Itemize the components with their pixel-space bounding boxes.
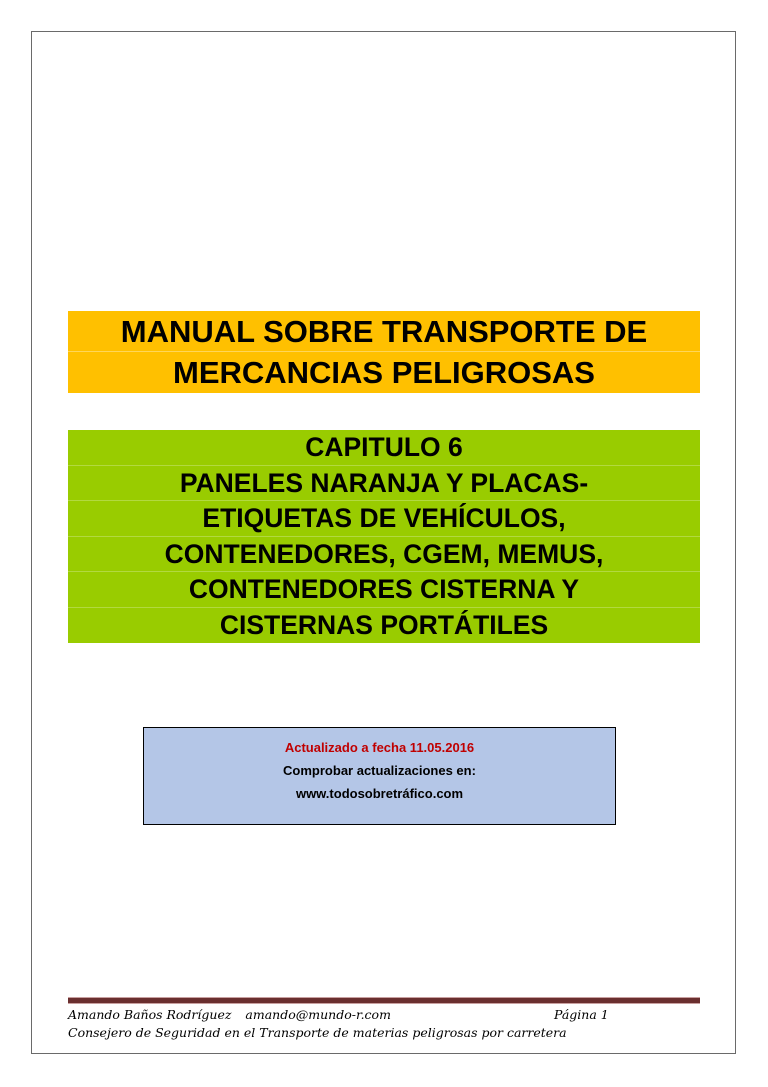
chapter-title-line-4: CONTENEDORES CISTERNA Y — [68, 572, 700, 608]
chapter-title-block — [68, 430, 700, 643]
update-url-link[interactable]: www.todosobretráfico.com — [295, 786, 464, 801]
footer-role: Consejero de Seguridad en el Transporte de materias peligrosas por carretera — [68, 1025, 567, 1040]
chapter-title-line-3: CONTENEDORES, CGEM, MEMUS, — [68, 537, 700, 573]
manual-title-line-2: MERCANCIAS PELIGROSAS — [173, 355, 595, 390]
footer-divider — [68, 997, 700, 1004]
chapter-title-line-5: CISTERNAS PORTÁTILES — [219, 609, 549, 640]
footer-author: Amando Baños Rodríguez — [68, 1007, 232, 1022]
chapter-title-line-2: ETIQUETAS DE VEHÍCULOS, — [68, 501, 700, 537]
footer-row-2 — [68, 1024, 700, 1042]
footer-email-link[interactable]: amando@mundo-r.com — [245, 1007, 391, 1022]
chapter-number: CAPITULO 6 — [68, 430, 700, 466]
footer-page-number: Página 1 — [554, 1007, 609, 1022]
update-check-label: Comprobar actualizaciones en: — [283, 763, 476, 778]
manual-title-block — [68, 311, 700, 393]
update-info-box — [143, 727, 616, 825]
update-date: Actualizado a fecha 11.05.2016 — [284, 740, 475, 755]
manual-title-line-1: MANUAL SOBRE TRANSPORTE DE — [68, 311, 700, 352]
chapter-title-line-1: PANELES NARANJA Y PLACAS- — [68, 466, 700, 502]
page-footer — [68, 1006, 700, 1042]
footer-row-1 — [68, 1006, 700, 1024]
